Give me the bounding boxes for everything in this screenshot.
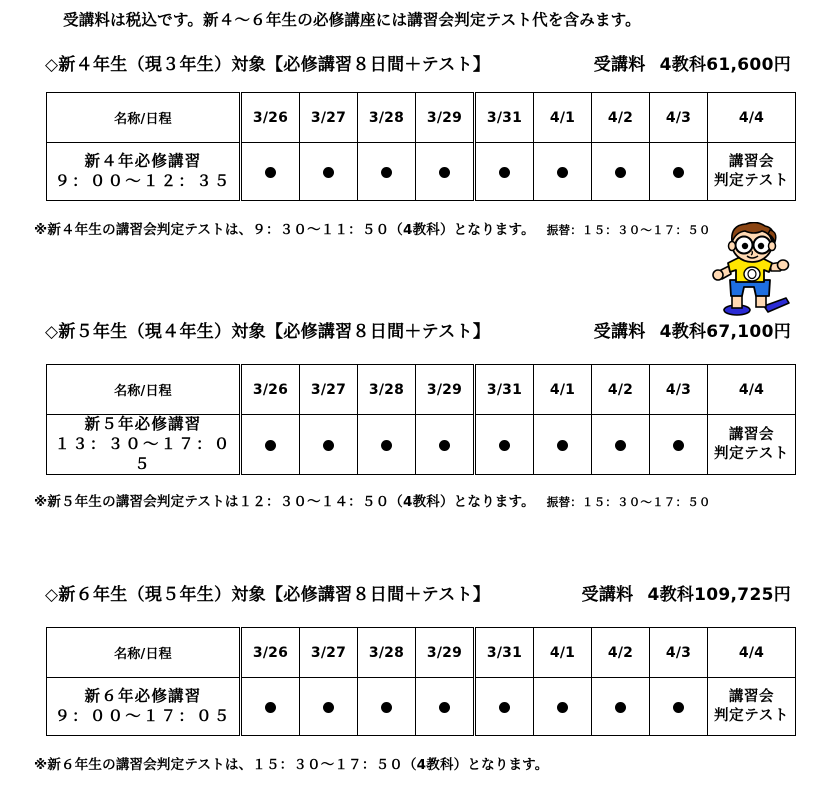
attendance-cell-3 xyxy=(416,143,475,201)
attendance-cell-4 xyxy=(475,143,534,201)
attendance-cell-2 xyxy=(358,143,416,201)
table-header-row xyxy=(47,93,796,143)
test-label-line2: 判定テスト xyxy=(714,172,789,189)
attendance-dot-icon xyxy=(557,702,568,713)
header-date-2: 3/28 xyxy=(358,628,416,678)
course-time-grade4: ９：００～１２：３５ xyxy=(54,171,232,190)
header-date-5: 4/1 xyxy=(534,365,592,415)
footnote-grade4 xyxy=(34,218,711,238)
attendance-cell-7 xyxy=(650,678,708,736)
footnote-main-grade6: ※新６年生の講習会判定テストは、１５：３０～１７：５０（4教科）となります。 xyxy=(34,757,549,773)
attendance-cell-3 xyxy=(416,415,475,475)
header-date-7: 4/3 xyxy=(650,93,708,143)
attendance-cell-6 xyxy=(592,143,650,201)
course-name-cell-grade5 xyxy=(47,415,241,475)
attendance-dot-icon xyxy=(439,702,450,713)
attendance-cell-5 xyxy=(534,143,592,201)
attendance-dot-icon xyxy=(439,440,450,451)
attendance-cell-4 xyxy=(475,415,534,475)
schedule-table-wrap-grade4 xyxy=(46,92,787,201)
fee-label-grade4: 受講料 xyxy=(593,55,646,75)
attendance-dot-icon xyxy=(323,440,334,451)
attendance-cell-0 xyxy=(241,678,300,736)
section-fee-grade5 xyxy=(594,317,791,342)
header-date-2: 3/28 xyxy=(358,365,416,415)
attendance-dot-icon xyxy=(265,702,276,713)
header-date-0: 3/26 xyxy=(241,93,300,143)
attendance-cell-0 xyxy=(241,143,300,201)
schedule-table-grade4 xyxy=(46,92,796,201)
attendance-dot-icon xyxy=(265,440,276,451)
attendance-dot-icon xyxy=(673,440,684,451)
header-date-6: 4/2 xyxy=(592,365,650,415)
footnote-makeup-grade5: 振替：１５：３０～１７：５０ xyxy=(546,495,711,509)
header-date-7: 4/3 xyxy=(650,628,708,678)
section-grade6 xyxy=(0,580,835,773)
attendance-dot-icon xyxy=(615,702,626,713)
section-title-grade5: ◇新５年生（現４年生）対象【必修講習８日間＋テスト】 xyxy=(45,322,491,342)
section-grade5 xyxy=(0,317,835,510)
attendance-cell-2 xyxy=(358,678,416,736)
table-row xyxy=(47,678,796,736)
test-label-line2: 判定テスト xyxy=(714,445,789,462)
header-date-4: 3/31 xyxy=(475,365,534,415)
header-test-date: 4/4 xyxy=(708,628,796,678)
section-fee-grade6 xyxy=(582,580,791,605)
section-fee-grade4 xyxy=(594,50,791,75)
header-date-2: 3/28 xyxy=(358,93,416,143)
course-time-grade6: ９：００～１７：０５ xyxy=(54,706,232,725)
header-name-date: 名称/日程 xyxy=(47,628,241,678)
table-row xyxy=(47,143,796,201)
section-title-grade6: ◇新６年生（現５年生）対象【必修講習８日間＋テスト】 xyxy=(45,585,491,605)
attendance-dot-icon xyxy=(499,702,510,713)
header-date-1: 3/27 xyxy=(300,628,358,678)
table-row xyxy=(47,415,796,475)
header-date-7: 4/3 xyxy=(650,365,708,415)
header-test-date: 4/4 xyxy=(708,93,796,143)
header-date-4: 3/31 xyxy=(475,93,534,143)
footnote-main-grade5: ※新５年生の講習会判定テストは１２：３０～１４：５０（4教科）となります。 xyxy=(34,494,535,510)
header-test-date: 4/4 xyxy=(708,365,796,415)
footnote-grade6 xyxy=(34,753,549,773)
attendance-cell-1 xyxy=(300,415,358,475)
fee-label-grade6: 受講料 xyxy=(581,585,634,605)
test-label-line2: 判定テスト xyxy=(714,707,789,724)
section-title-grade4: ◇新４年生（現３年生）対象【必修講習８日間＋テスト】 xyxy=(45,55,491,75)
section-header-grade5 xyxy=(0,317,835,351)
attendance-cell-1 xyxy=(300,143,358,201)
section-grade4 xyxy=(0,50,835,238)
course-name-grade4: 新４年必修講習 xyxy=(84,151,202,170)
course-time-grade5: １３：３０～１７：０５ xyxy=(54,434,232,473)
test-cell-grade6 xyxy=(708,678,796,736)
schedule-table-grade6 xyxy=(46,627,796,736)
attendance-cell-1 xyxy=(300,678,358,736)
header-date-6: 4/2 xyxy=(592,628,650,678)
attendance-dot-icon xyxy=(381,702,392,713)
fee-label-grade5: 受講料 xyxy=(593,322,646,342)
top-notice-text: 受講料は税込です。新４～６年生の必修講座には講習会判定テスト代を含みます。 xyxy=(63,11,641,29)
test-cell-grade4 xyxy=(708,143,796,201)
attendance-cell-5 xyxy=(534,678,592,736)
attendance-cell-3 xyxy=(416,678,475,736)
header-date-0: 3/26 xyxy=(241,365,300,415)
attendance-cell-2 xyxy=(358,415,416,475)
attendance-cell-7 xyxy=(650,415,708,475)
fee-value-grade6: 4教科109,725円 xyxy=(647,585,791,605)
course-name-grade5: 新５年必修講習 xyxy=(84,415,202,433)
schedule-table-wrap-grade5 xyxy=(46,364,787,475)
header-date-3: 3/29 xyxy=(416,365,475,415)
course-name-cell-grade6 xyxy=(47,678,241,736)
header-date-3: 3/29 xyxy=(416,93,475,143)
course-name-grade6: 新６年必修講習 xyxy=(84,686,202,705)
attendance-dot-icon xyxy=(381,440,392,451)
fee-value-grade4: 4教科61,600円 xyxy=(659,55,791,75)
section-header-grade4 xyxy=(0,50,835,84)
header-date-0: 3/26 xyxy=(241,628,300,678)
header-date-3: 3/29 xyxy=(416,628,475,678)
header-date-4: 3/31 xyxy=(475,628,534,678)
fee-value-grade5: 4教科67,100円 xyxy=(659,322,791,342)
header-date-5: 4/1 xyxy=(534,93,592,143)
test-label-line1: 講習会 xyxy=(728,153,775,170)
attendance-dot-icon xyxy=(615,167,626,178)
header-name-date: 名称/日程 xyxy=(47,93,241,143)
attendance-cell-0 xyxy=(241,415,300,475)
attendance-dot-icon xyxy=(439,167,450,178)
schedule-table-grade5 xyxy=(46,364,796,475)
table-header-row xyxy=(47,628,796,678)
attendance-cell-6 xyxy=(592,678,650,736)
schedule-table-wrap-grade6 xyxy=(46,627,787,736)
attendance-cell-5 xyxy=(534,415,592,475)
attendance-cell-6 xyxy=(592,415,650,475)
test-cell-grade5 xyxy=(708,415,796,475)
attendance-cell-7 xyxy=(650,143,708,201)
attendance-dot-icon xyxy=(557,440,568,451)
attendance-dot-icon xyxy=(499,167,510,178)
attendance-dot-icon xyxy=(615,440,626,451)
footnote-grade5 xyxy=(34,490,711,510)
header-date-1: 3/27 xyxy=(300,93,358,143)
header-date-5: 4/1 xyxy=(534,628,592,678)
test-label-line1: 講習会 xyxy=(728,688,775,705)
attendance-dot-icon xyxy=(673,702,684,713)
attendance-dot-icon xyxy=(381,167,392,178)
attendance-dot-icon xyxy=(499,440,510,451)
table-header-row xyxy=(47,365,796,415)
footnote-main-grade4: ※新４年生の講習会判定テストは、９：３０～１１：５０（4教科）となります。 xyxy=(34,222,535,238)
header-name-date: 名称/日程 xyxy=(47,365,241,415)
course-name-cell-grade4 xyxy=(47,143,241,201)
attendance-dot-icon xyxy=(323,702,334,713)
header-date-6: 4/2 xyxy=(592,93,650,143)
section-header-grade6 xyxy=(0,580,835,614)
attendance-dot-icon xyxy=(323,167,334,178)
cartoon-boy-mascot-icon xyxy=(712,222,792,317)
attendance-dot-icon xyxy=(673,167,684,178)
attendance-cell-4 xyxy=(475,678,534,736)
attendance-dot-icon xyxy=(557,167,568,178)
footnote-makeup-grade4: 振替：１５：３０～１７：５０ xyxy=(546,223,711,237)
test-label-line1: 講習会 xyxy=(728,426,775,443)
header-date-1: 3/27 xyxy=(300,365,358,415)
attendance-dot-icon xyxy=(265,167,276,178)
